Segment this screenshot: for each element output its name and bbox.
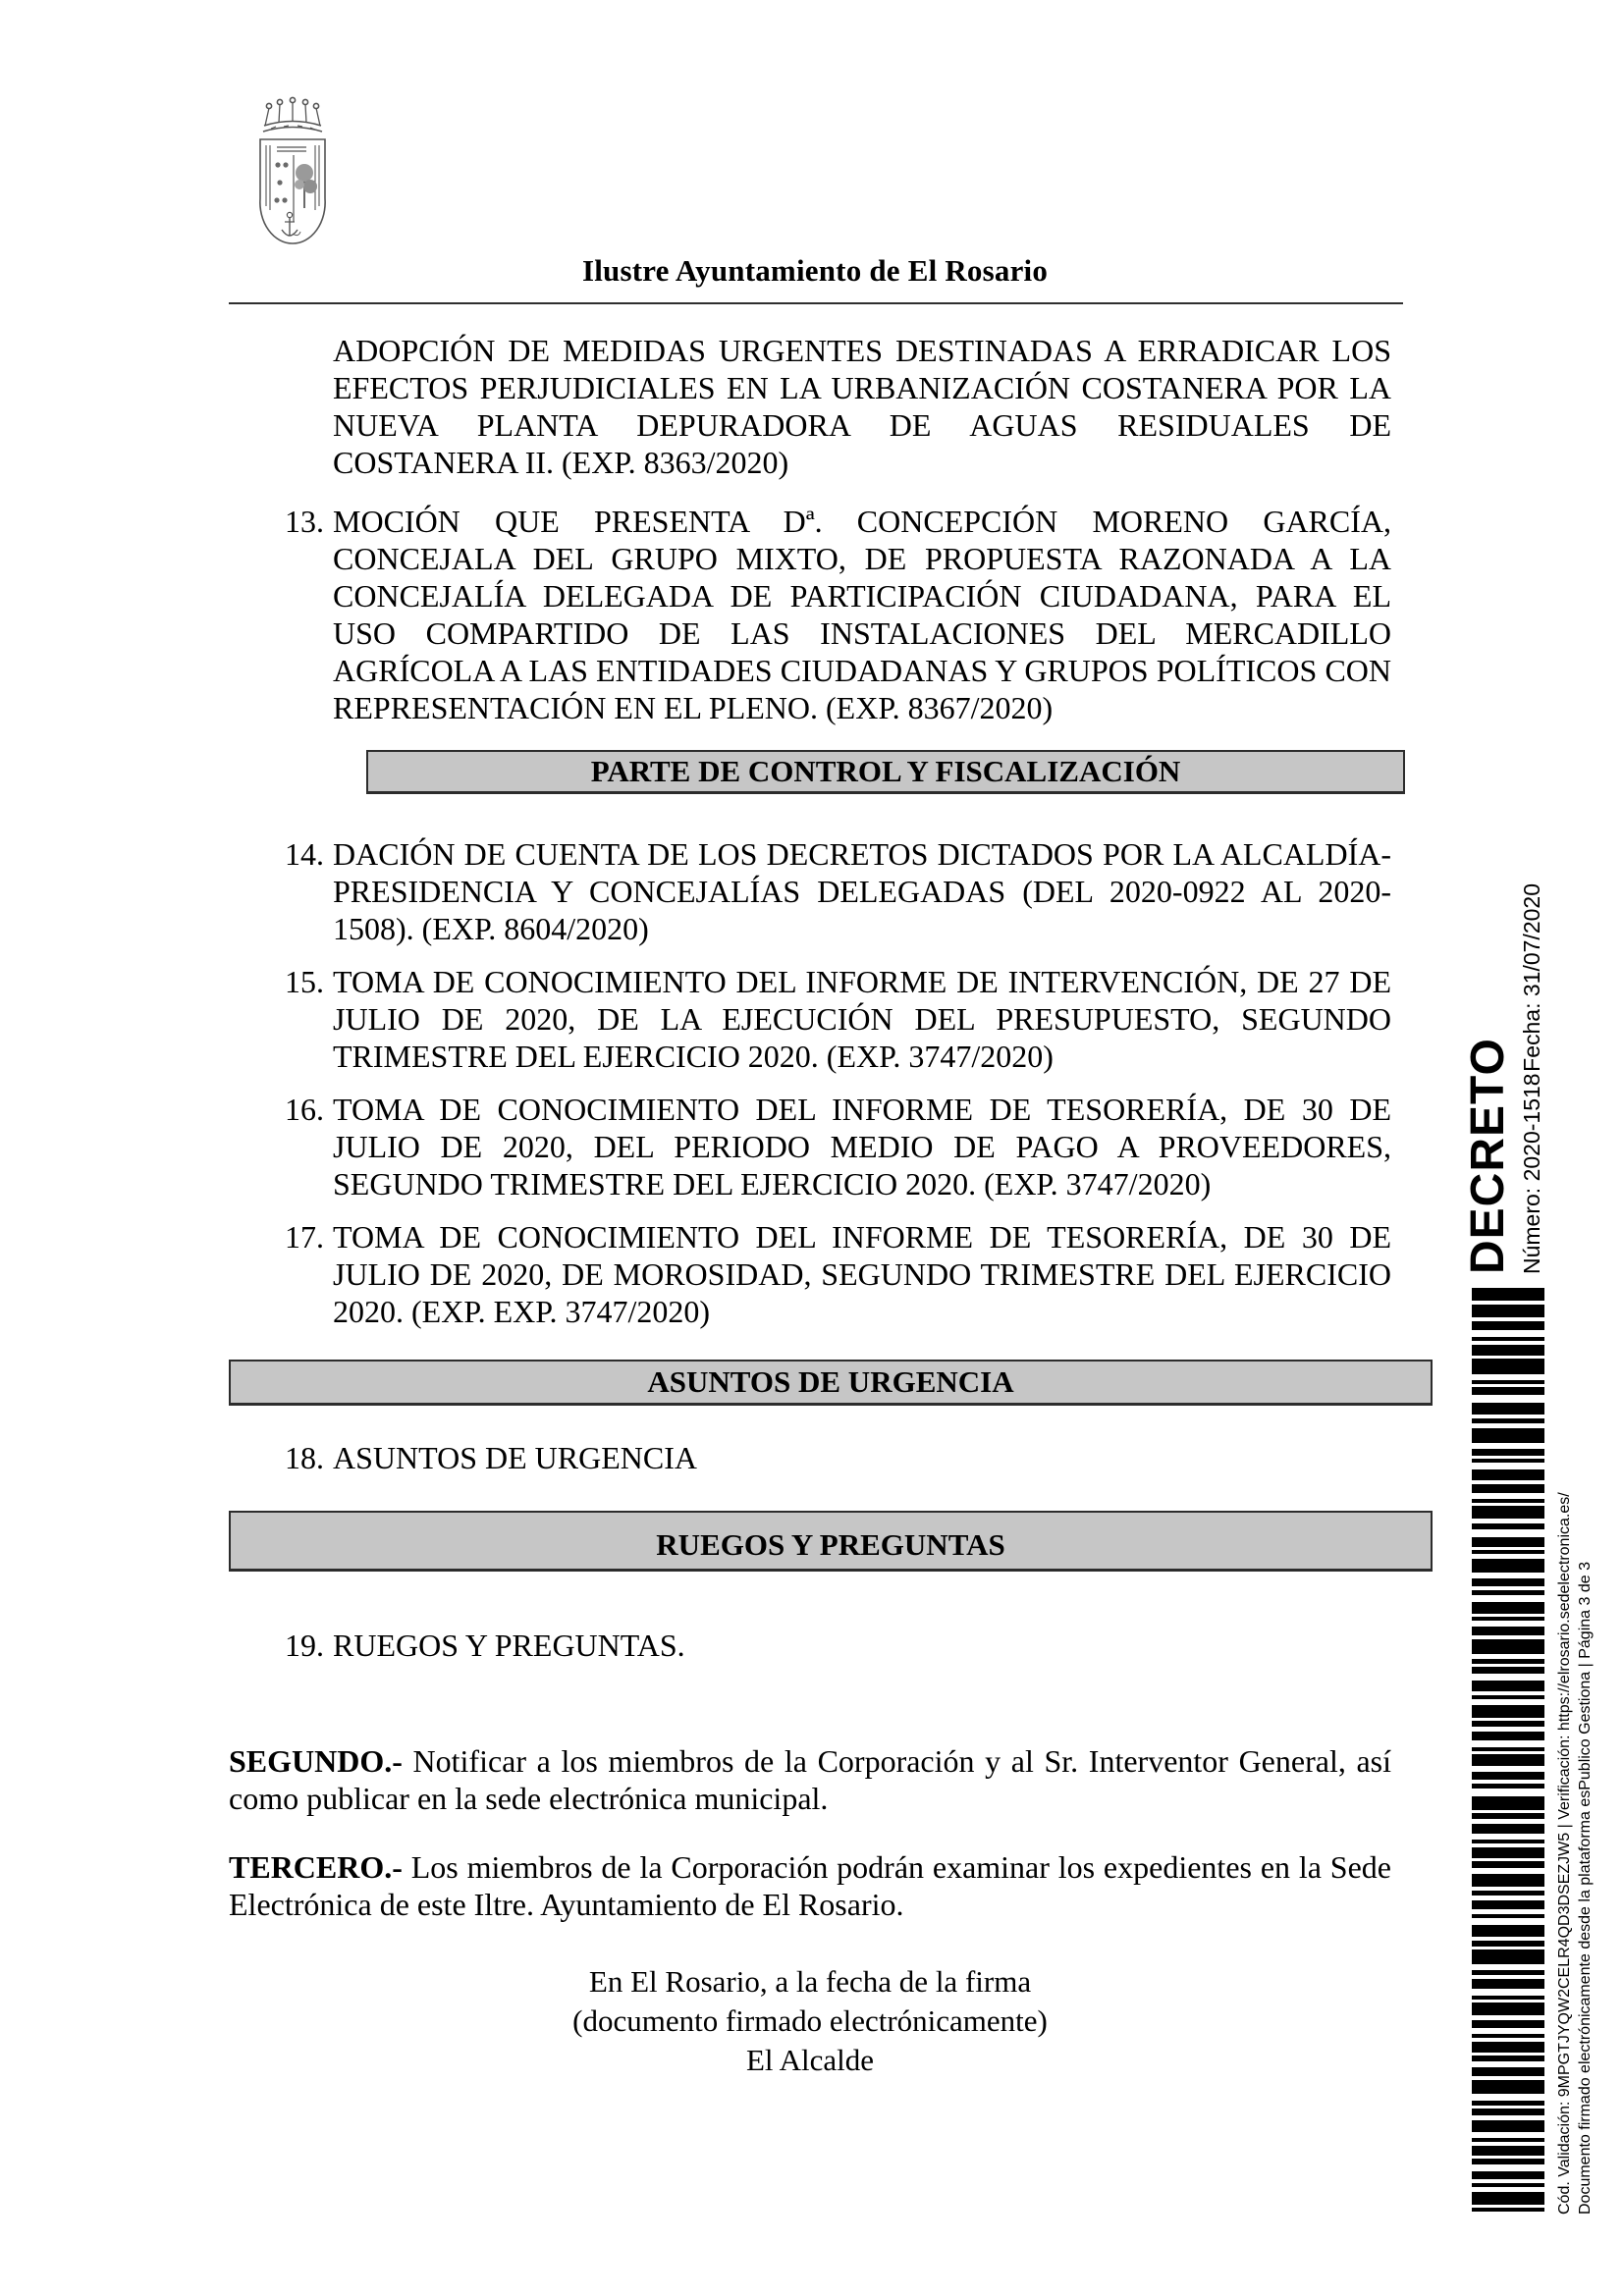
agenda-item-12-continuation: ADOPCIÓN DE MEDIDAS URGENTES DESTINADAS A ERRADICAR LOS EFECTOS PERJUDICIALES EN LA URBANIZACIÓN COSTANERA POR LA NUEVA PLANTA DEPURADORA DE AGUAS RESIDUALES DE COSTANERA II. (EXP. 8363/2020) xyxy=(333,333,1391,480)
item-number: 17. xyxy=(285,1219,324,1255)
item-number: 13. xyxy=(285,504,324,539)
barcode xyxy=(1472,1288,1544,2212)
signature-platform-line: Documento firmado electrónicamente desde la plataforma esPublico Gestiona | Página 3 de 3 xyxy=(1577,1562,1594,2215)
paragraph-segundo xyxy=(229,1742,1391,1817)
decree-number: Número: 2020-1518 xyxy=(1519,1073,1544,1274)
item-text: TOMA DE CONOCIMIENTO DEL INFORME DE INTERVENCIÓN, DE 27 DE JULIO DE 2020, DE LA EJECUCIÓN DEL PRESUPUESTO, SEGUNDO TRIMESTRE DEL EJERCICIO 2020. (EXP. 3747/2020) xyxy=(333,964,1391,1074)
section-title: RUEGOS Y PREGUNTAS xyxy=(656,1527,1005,1562)
agenda-item-18 xyxy=(229,1439,1391,1476)
agenda-item-16 xyxy=(229,1091,1391,1202)
agenda-item-14 xyxy=(229,835,1391,947)
validation-footer xyxy=(1554,1457,1596,2215)
section-title: ASUNTOS DE URGENCIA xyxy=(647,1364,1014,1399)
decree-date: Fecha: 31/07/2020 xyxy=(1519,883,1544,1072)
item-number: 14. xyxy=(285,836,324,872)
item-number: 19. xyxy=(285,1628,324,1663)
item-number: 16. xyxy=(285,1092,324,1127)
item-number: 18. xyxy=(285,1440,324,1475)
agenda-item-17 xyxy=(229,1218,1391,1330)
decree-stamp xyxy=(1464,883,1544,1274)
section-header-ruegos xyxy=(229,1511,1433,1572)
closing-block xyxy=(229,1962,1391,2080)
item-text: MOCIÓN QUE PRESENTA Dª. CONCEPCIÓN MORENO GARCÍA, CONCEJALA DEL GRUPO MIXTO, DE PROPUESTA RAZONADA A LA CONCEJALÍA DELEGADA DE PARTICIPACIÓN CIUDADANA, PARA EL USO COMPARTIDO DE LAS INSTALACIONES DEL MERCADILLO AGRÍCOLA A LAS ENTIDADES CIUDADANAS Y GRUPOS POLÍTICOS CON REPRESENTACIÓN EN EL PLENO. (EXP. 8367/2020) xyxy=(333,504,1391,725)
page-title: Ilustre Ayuntamiento de El Rosario xyxy=(581,253,1049,288)
coat-of-arms-icon xyxy=(247,96,338,255)
item-text: ASUNTOS DE URGENCIA xyxy=(333,1440,697,1475)
paragraph-text: Notificar a los miembros de la Corporación y al Sr. Interventor General, así como publicar en la sede electrónica municipal. xyxy=(229,1743,1391,1816)
agenda-item-19 xyxy=(229,1627,1391,1664)
section-header-control xyxy=(366,750,1405,794)
paragraph-lead: SEGUNDO.- xyxy=(229,1743,403,1779)
item-text: TOMA DE CONOCIMIENTO DEL INFORME DE TESORERÍA, DE 30 DE JULIO DE 2020, DEL PERIODO MEDIO DE PAGO A PROVEEDORES, SEGUNDO TRIMESTRE DEL EJERCICIO 2020. (EXP. 3747/2020) xyxy=(333,1092,1391,1201)
paragraph-text: Los miembros de la Corporación podrán examinar los expedientes en la Sede Electrónica de este Iltre. Ayuntamiento de El Rosario. xyxy=(229,1849,1391,1922)
closing-place-line: En El Rosario, a la fecha de la firma xyxy=(588,1964,1032,1999)
closing-signature-line: (documento firmado electrónicamente) xyxy=(572,2003,1048,2038)
item-number: 15. xyxy=(285,964,324,999)
item-text: RUEGOS Y PREGUNTAS. xyxy=(333,1628,685,1663)
closing-role-line: El Alcalde xyxy=(746,2043,874,2077)
paragraph-lead: TERCERO.- xyxy=(229,1849,403,1885)
agenda-item-15 xyxy=(229,963,1391,1075)
paragraph-tercero xyxy=(229,1848,1391,1923)
item-text: TOMA DE CONOCIMIENTO DEL INFORME DE TESORERÍA, DE 30 DE JULIO DE 2020, DE MOROSIDAD, SEGUNDO TRIMESTRE DEL EJERCICIO 2020. (EXP. EXP. 3747/2020) xyxy=(333,1219,1391,1329)
section-title: PARTE DE CONTROL Y FISCALIZACIÓN xyxy=(590,754,1181,788)
item-text: DACIÓN DE CUENTA DE LOS DECRETOS DICTADOS POR LA ALCALDÍA-PRESIDENCIA Y CONCEJALÍAS DELEGADAS (DEL 2020-0922 AL 2020-1508). (EXP. 8604/2020) xyxy=(333,836,1391,946)
section-header-urgencia xyxy=(229,1360,1433,1406)
decree-type-label: DECRETO xyxy=(1462,1038,1514,1274)
agenda-item-13 xyxy=(229,503,1391,726)
document-body xyxy=(229,332,1433,2080)
validation-code-line: Cód. Validación: 9MPGTJYQW2CELR4QD3DSEZJW5 | Verificación: https://elrosario.sedelectronica.es/ xyxy=(1556,1492,1573,2215)
header-rule xyxy=(229,302,1403,304)
